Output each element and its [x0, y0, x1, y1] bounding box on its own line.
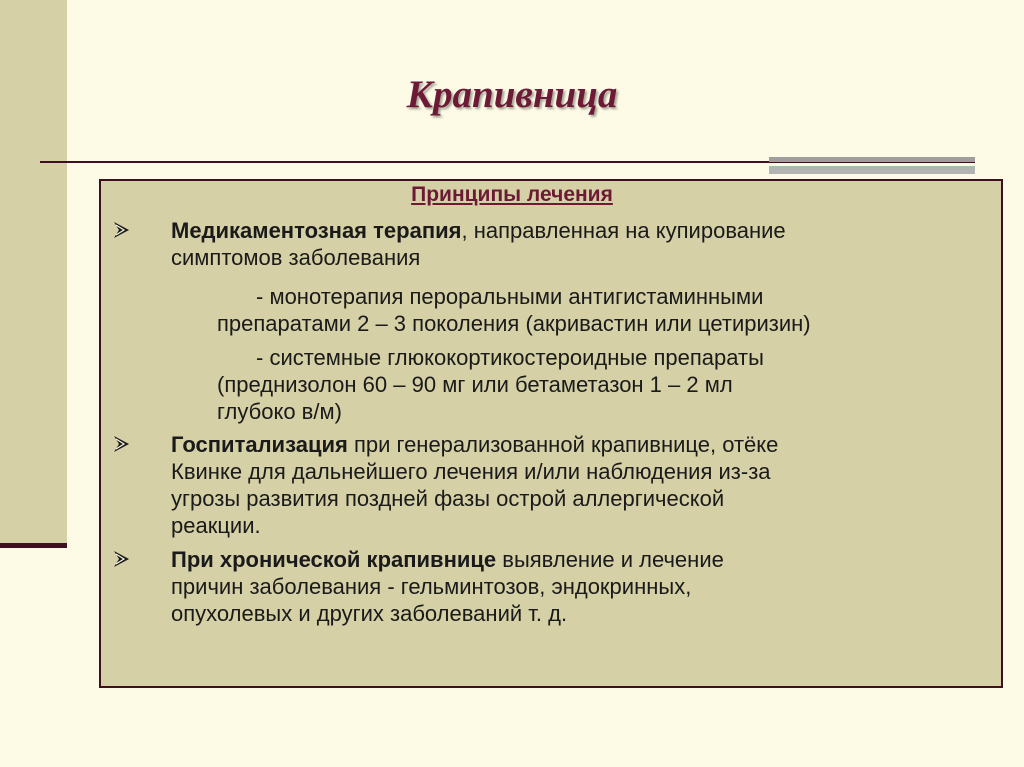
bullet-1-bold: Медикаментозная терапия — [171, 218, 462, 243]
bullet-2-text: при генерализованной крапивнице, отёке — [347, 432, 779, 457]
section-subtitle — [0, 183, 1024, 207]
arrow-bullet-icon — [113, 434, 131, 454]
bullet-3-line-3: опухолевых и других заболеваний т. д. — [171, 601, 568, 626]
bullet-2-line-3: угрозы развития поздней фазы острой аллергической — [171, 486, 725, 511]
sub-item-2-line-3: глубоко в/м) — [217, 399, 342, 424]
bullet-3-bold: При хронической крапивнице — [171, 547, 497, 572]
bullet-1-text: , направленная на купирование — [461, 218, 786, 243]
arrow-bullet-icon — [113, 220, 131, 240]
left-decor-line — [0, 543, 67, 548]
slide-title: Крапивница — [406, 73, 618, 116]
bullet-2-line-1 — [171, 432, 778, 458]
bullet-2-line-2: Квинке для дальнейшего лечения и/или наблюдения из-за — [171, 459, 771, 484]
bullet-3-text: выявление и лечение — [496, 547, 724, 572]
subtitle-text: Принципы лечения — [411, 183, 613, 206]
title-divider-accent — [769, 157, 975, 178]
arrow-bullet-icon — [113, 549, 131, 569]
sub-item-1-line-1: - монотерапия пероральными антигистаминными — [256, 284, 764, 309]
bullet-2-bold: Госпитализация — [171, 432, 348, 457]
sub-item-2-line-1: - системные глюкокортикостероидные препараты — [256, 345, 764, 370]
bullet-2-line-4: реакции. — [171, 513, 261, 538]
bullet-3-line-2: причин заболевания - гельминтозов, эндокринных, — [171, 574, 692, 599]
sub-item-2-line-2: (преднизолон 60 – 90 мг или бетаметазон 1 – 2 мл — [217, 372, 733, 397]
bullet-1-line-1 — [171, 218, 786, 244]
sub-item-1-line-2: препаратами 2 – 3 поколения (акривастин или цетиризин) — [217, 311, 811, 336]
bullet-1-line-2: симптомов заболевания — [171, 245, 421, 270]
bullet-3-line-1 — [171, 547, 724, 573]
